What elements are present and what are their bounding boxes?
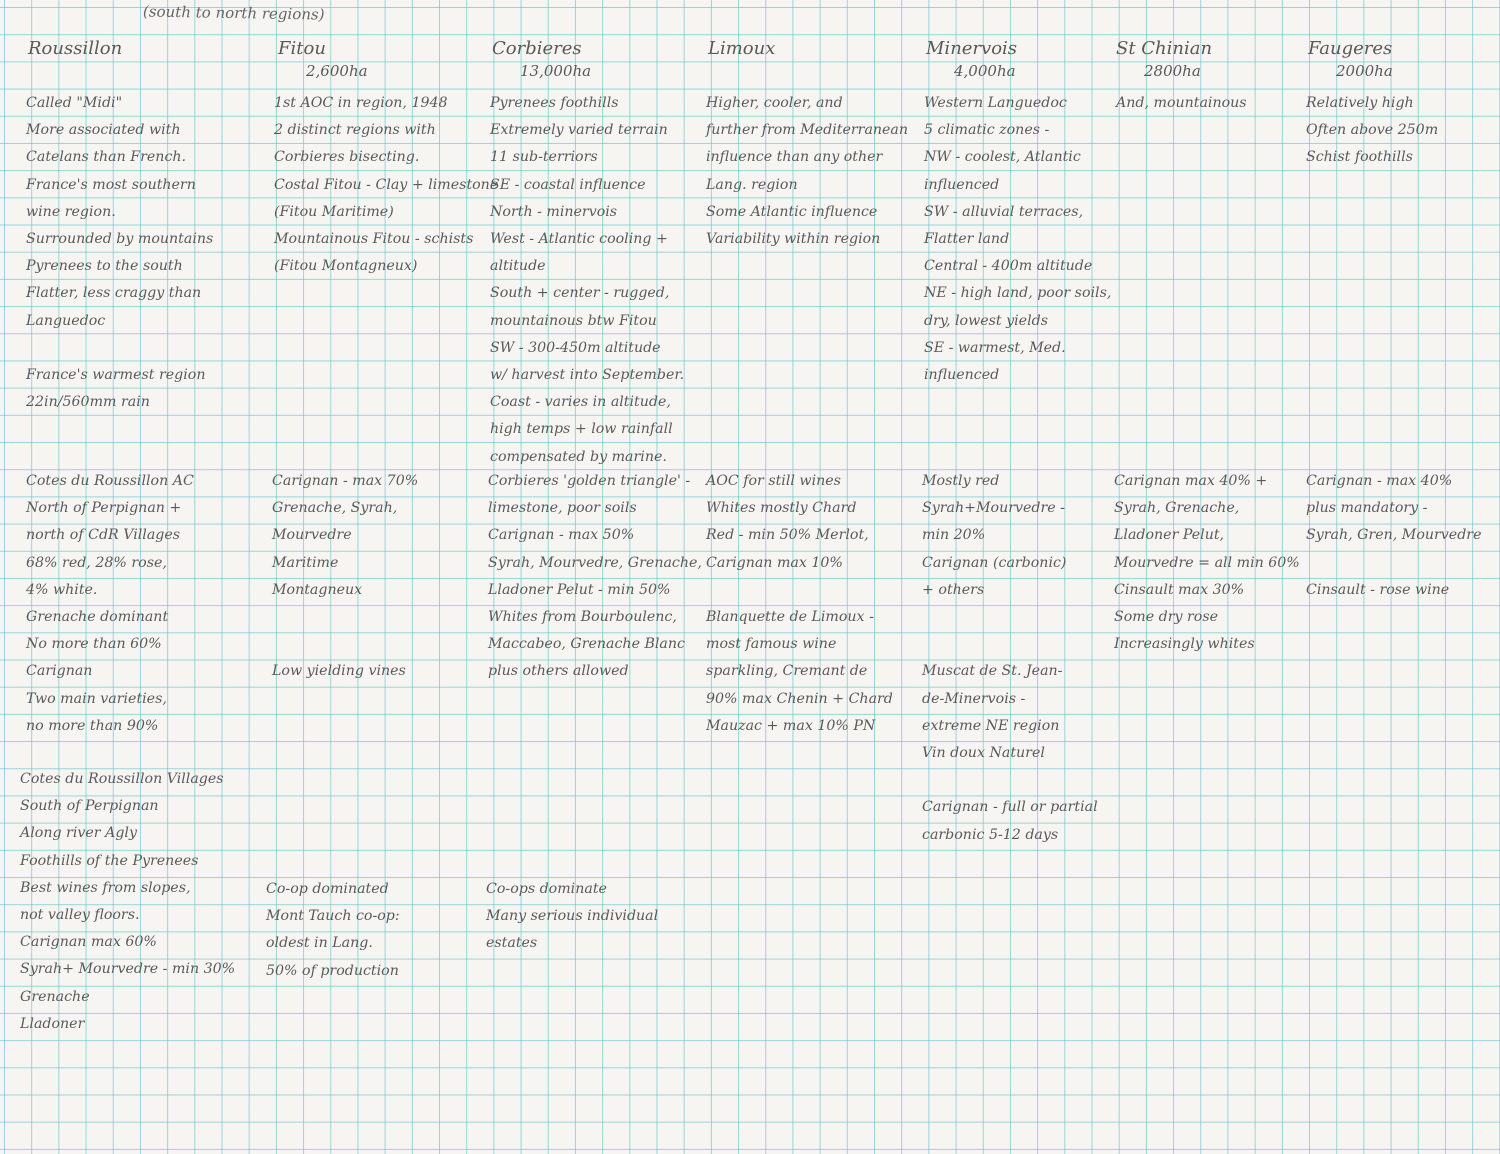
note-line: dry, lowest yields xyxy=(924,312,1048,329)
note-line: plus others allowed xyxy=(488,663,629,680)
note-line: Corbieres 'golden triangle' - xyxy=(488,473,691,489)
note-line: Western Languedoc xyxy=(924,95,1067,111)
note-line xyxy=(1306,550,1481,577)
note-line: Surrounded by mountains xyxy=(26,231,214,248)
note-line: wine region. xyxy=(26,203,116,220)
corbieres-coop-notes xyxy=(486,876,658,958)
note-line: Syrah, Grenache, xyxy=(1114,500,1240,517)
note-line: Languedoc xyxy=(26,312,106,329)
note-line: Montagneux xyxy=(272,581,363,598)
note-line: high temps + low rainfall xyxy=(490,421,673,438)
note-line: Low yielding vines xyxy=(272,663,406,680)
note-line: Syrah+Mourvedre - xyxy=(922,500,1065,517)
column-area: 2000ha xyxy=(1336,62,1393,80)
note-line: 90% max Chenin + Chard xyxy=(706,690,893,707)
page-subtitle: (south to north regions) xyxy=(142,2,325,24)
note-line: Pyrenees to the south xyxy=(26,258,183,275)
column-header-limoux xyxy=(708,38,775,59)
note-line: SE - warmest, Med. xyxy=(924,339,1066,356)
note-line: Cotes du Roussillon Villages xyxy=(20,771,224,787)
note-line: Syrah, Mourvedre, Grenache, xyxy=(488,554,702,571)
note-line xyxy=(272,604,418,631)
note-line: Lladoner xyxy=(20,1015,85,1032)
note-line: Red - min 50% Merlot, xyxy=(706,527,869,544)
st-chinian-wine-notes xyxy=(1114,468,1300,658)
note-line: plus mandatory - xyxy=(1306,500,1428,517)
note-line: Variability within region xyxy=(706,231,881,248)
note-line: Flatter, less craggy than xyxy=(26,285,202,302)
note-line: 68% red, 28% rose, xyxy=(26,554,167,571)
note-line: Mont Tauch co-op: xyxy=(266,908,400,925)
note-line xyxy=(272,631,418,658)
note-line: Carignan - max 40% xyxy=(1306,473,1453,489)
limoux-notes xyxy=(706,90,908,253)
note-line: limestone, poor soils xyxy=(488,500,637,517)
note-line: SW - alluvial terraces, xyxy=(924,203,1084,220)
note-line: Carignan - full or partial xyxy=(922,799,1098,816)
column-header-roussillon xyxy=(28,38,122,59)
note-line: Increasingly whites xyxy=(1114,636,1255,653)
note-line: estates xyxy=(486,935,538,952)
note-line: Co-op dominated xyxy=(266,881,389,897)
note-line: Mostly red xyxy=(922,473,1000,489)
limoux-wine-notes xyxy=(706,468,893,740)
corbieres-notes xyxy=(490,90,684,471)
note-line: not valley floors. xyxy=(20,907,140,924)
column-title: Roussillon xyxy=(28,38,123,59)
note-line: mountainous btw Fitou xyxy=(490,312,657,329)
note-line: 5 climatic zones - xyxy=(924,122,1050,139)
note-line: Called "Midi" xyxy=(26,95,123,111)
note-line: Maritime xyxy=(272,554,339,571)
note-line: Carignan max 40% + xyxy=(1114,473,1268,489)
column-area: 2,600ha xyxy=(306,62,368,80)
fitou-wine-notes xyxy=(272,468,418,686)
note-line: Coast - varies in altitude, xyxy=(490,394,671,411)
note-line: Some dry rose xyxy=(1114,609,1219,626)
faugeres-notes xyxy=(1306,90,1438,172)
note-line: Mourvedre = all min 60% xyxy=(1114,554,1300,571)
note-line: Higher, cooler, and xyxy=(706,95,843,111)
column-title: Limoux xyxy=(708,38,776,59)
note-line: influence than any other xyxy=(706,149,883,166)
note-line: 2 distinct regions with xyxy=(274,122,436,139)
note-line: South of Perpignan xyxy=(20,798,159,815)
note-line xyxy=(922,604,1098,631)
note-line: 22in/560mm rain xyxy=(26,394,150,411)
note-line: 11 sub-terriors xyxy=(490,149,598,166)
note-line: min 20% xyxy=(922,527,986,544)
column-header-faugeres xyxy=(1308,38,1393,80)
column-title: Faugeres xyxy=(1308,38,1393,59)
note-line: No more than 60% xyxy=(26,636,162,653)
column-title: Minervois xyxy=(926,38,1018,59)
note-line: Best wines from slopes, xyxy=(20,879,191,896)
note-line: altitude xyxy=(490,258,546,275)
column-title: Corbieres xyxy=(492,38,582,59)
note-line: Along river Agly xyxy=(20,825,137,842)
note-line: Muscat de St. Jean- xyxy=(922,663,1063,680)
note-line: most famous wine xyxy=(706,636,837,653)
note-line: France's warmest region xyxy=(26,367,206,384)
column-header-corbieres xyxy=(492,38,591,80)
note-line: further from Mediterranean xyxy=(706,122,909,139)
note-line: West - Atlantic cooling + xyxy=(490,231,668,248)
note-line: North - minervois xyxy=(490,203,618,220)
note-line: Many serious individual xyxy=(486,908,659,925)
note-line: compensated by marine. xyxy=(490,448,667,465)
minervois-wine-notes xyxy=(922,468,1098,849)
note-line: Extremely varied terrain xyxy=(490,122,668,139)
note-line: South + center - rugged, xyxy=(490,285,670,302)
roussillon-notes xyxy=(26,90,213,416)
note-line: Relatively high xyxy=(1306,95,1414,111)
column-title: Fitou xyxy=(278,38,326,59)
note-line: north of CdR Villages xyxy=(26,527,181,544)
roussillon-villages-notes xyxy=(20,766,235,1038)
faugeres-wine-notes xyxy=(1306,468,1481,604)
fitou-coop-notes xyxy=(266,876,400,985)
column-area: 4,000ha xyxy=(954,62,1016,80)
note-line: Mourvedre xyxy=(272,527,352,544)
column-area: 2800ha xyxy=(1144,62,1201,80)
note-line: Flatter land xyxy=(924,231,1010,248)
roussillon-wine-notes xyxy=(26,468,194,740)
note-line: Carignan max 60% xyxy=(20,934,157,951)
note-line: w/ harvest into September. xyxy=(490,367,685,384)
note-line: Carignan - max 50% xyxy=(488,527,635,544)
note-line: SE - coastal influence xyxy=(490,176,646,193)
note-line: Lang. region xyxy=(706,176,798,193)
note-line: Whites mostly Chard xyxy=(706,500,857,517)
note-line: Corbieres bisecting. xyxy=(274,149,420,166)
note-line xyxy=(922,767,1098,794)
note-line: 50% of production xyxy=(266,962,399,979)
note-line: More associated with xyxy=(26,122,181,139)
note-line: Carignan - max 70% xyxy=(272,473,419,489)
note-line: Schist foothills xyxy=(1306,149,1413,166)
note-line: 1st AOC in region, 1948 xyxy=(274,95,448,111)
minervois-notes xyxy=(924,90,1111,389)
note-line: Cotes du Roussillon AC xyxy=(26,473,194,489)
note-line: Grenache, Syrah, xyxy=(272,500,398,517)
note-line xyxy=(706,577,893,604)
note-line: And, mountainous xyxy=(1116,95,1247,111)
note-line: (Fitou Montagneux) xyxy=(274,258,418,275)
note-line: NE - high land, poor soils, xyxy=(924,285,1112,302)
note-line: Foothills of the Pyrenees xyxy=(20,852,199,869)
note-line: Often above 250m xyxy=(1306,122,1439,139)
note-line: influenced xyxy=(924,367,1000,384)
note-line: + others xyxy=(922,581,985,598)
note-line: SW - 300-450m altitude xyxy=(490,339,661,356)
note-line: Pyrenees foothills xyxy=(490,95,619,111)
corbieres-wine-notes xyxy=(488,468,702,686)
note-line xyxy=(26,335,213,362)
fitou-notes xyxy=(274,90,498,280)
note-line: oldest in Lang. xyxy=(266,935,373,952)
note-line: AOC for still wines xyxy=(706,473,841,489)
note-line: Grenache xyxy=(20,988,90,1005)
note-line: Blanquette de Limoux - xyxy=(706,609,874,626)
note-line: Lladoner Pelut - min 50% xyxy=(488,581,671,598)
note-line: Central - 400m altitude xyxy=(924,258,1093,275)
note-line: Grenache dominant xyxy=(26,609,169,626)
note-line: Maccabeo, Grenache Blanc xyxy=(488,636,685,653)
note-line: influenced xyxy=(924,176,1000,193)
note-line: Cinsault - rose wine xyxy=(1306,581,1450,598)
column-title: St Chinian xyxy=(1116,38,1213,59)
note-line: Two main varieties, xyxy=(26,690,167,707)
note-line: (Fitou Maritime) xyxy=(274,203,394,220)
note-line: carbonic 5-12 days xyxy=(922,826,1059,843)
note-line xyxy=(922,631,1098,658)
note-line: Whites from Bourboulenc, xyxy=(488,609,677,626)
note-line: de-Minervois - xyxy=(922,690,1026,707)
note-line: Cinsault max 30% xyxy=(1114,581,1245,598)
note-line: France's most southern xyxy=(26,176,196,193)
column-area: 13,000ha xyxy=(520,62,592,80)
st-chinian-notes xyxy=(1116,90,1247,117)
column-header-fitou xyxy=(278,38,368,80)
note-line: NW - coolest, Atlantic xyxy=(924,149,1081,166)
note-line: Some Atlantic influence xyxy=(706,203,878,220)
note-line: Costal Fitou - Clay + limestone xyxy=(274,176,499,193)
note-line: Syrah, Gren, Mourvedre xyxy=(1306,527,1482,544)
column-header-st-chinian xyxy=(1116,38,1212,80)
note-line: Carignan xyxy=(26,663,93,680)
note-line: Carignan max 10% xyxy=(706,554,843,571)
note-line: no more than 90% xyxy=(26,717,159,734)
note-line: Mauzac + max 10% PN xyxy=(706,717,876,734)
note-line: Carignan (carbonic) xyxy=(922,554,1067,571)
column-header-minervois xyxy=(926,38,1017,80)
note-line: Syrah+ Mourvedre - min 30% xyxy=(20,961,236,978)
note-line: Lladoner Pelut, xyxy=(1114,527,1225,544)
note-line: North of Perpignan + xyxy=(26,500,182,517)
note-line: Catelans than French. xyxy=(26,149,187,166)
note-line: 4% white. xyxy=(26,581,98,598)
note-line: Co-ops dominate xyxy=(486,881,607,897)
note-line: sparkling, Cremant de xyxy=(706,663,868,680)
note-line: extreme NE region xyxy=(922,717,1060,734)
note-line: Vin doux Naturel xyxy=(922,745,1045,762)
note-line: Mountainous Fitou - schists xyxy=(274,231,474,248)
